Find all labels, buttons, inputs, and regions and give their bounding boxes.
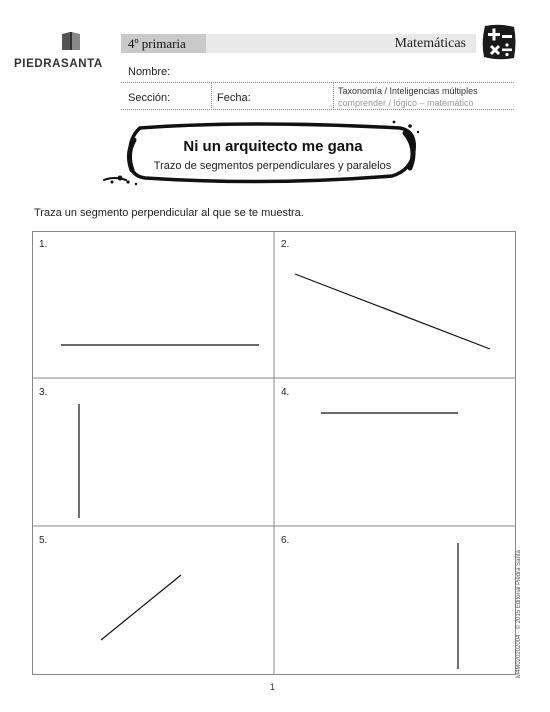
exercise-cell-1[interactable] bbox=[32, 231, 274, 378]
exercise-number: 2. bbox=[281, 239, 290, 250]
name-field-line[interactable] bbox=[121, 82, 514, 83]
exercise-cell-2[interactable] bbox=[274, 231, 516, 378]
section-field-line bbox=[121, 109, 514, 110]
field-divider bbox=[211, 83, 212, 108]
publisher-logo bbox=[14, 28, 122, 76]
book-logo-icon bbox=[60, 30, 82, 52]
subject-label: Matemáticas bbox=[394, 36, 466, 51]
exercise-number: 1. bbox=[39, 239, 48, 250]
exercise-cell-4[interactable] bbox=[274, 378, 516, 526]
exercise-number: 6. bbox=[281, 535, 290, 546]
exercise-number: 4. bbox=[281, 387, 290, 398]
grade-label: 4º primaria bbox=[128, 36, 186, 51]
section-label: Sección: bbox=[128, 92, 171, 104]
worksheet-title: Ni un arquitecto me gana bbox=[183, 138, 363, 155]
name-label: Nombre: bbox=[128, 66, 171, 78]
math-operations-icon bbox=[479, 22, 519, 62]
copyright-note: M4M020202004 · © 2015 Editorial Piedra Santa bbox=[516, 550, 522, 678]
field-divider bbox=[333, 83, 334, 108]
instruction-text: Traza un segmento perpendicular al que se te muestra. bbox=[34, 207, 304, 219]
taxonomy-title: Taxonomía / Inteligencias múltiples bbox=[338, 86, 478, 96]
date-label: Fecha: bbox=[217, 92, 251, 104]
publisher-name: PIEDRASANTA bbox=[14, 58, 103, 70]
exercise-number: 5. bbox=[39, 535, 48, 546]
exercise-cell-5[interactable] bbox=[32, 526, 274, 675]
exercise-number: 3. bbox=[39, 387, 48, 398]
page-number: 1 bbox=[270, 682, 276, 692]
worksheet-subtitle: Trazo de segmentos perpendiculares y paralelos bbox=[153, 160, 392, 172]
exercise-cell-3[interactable] bbox=[32, 378, 274, 526]
exercise-cell-6[interactable] bbox=[274, 526, 516, 675]
taxonomy-values: comprender / lógico – matemático bbox=[338, 98, 474, 108]
